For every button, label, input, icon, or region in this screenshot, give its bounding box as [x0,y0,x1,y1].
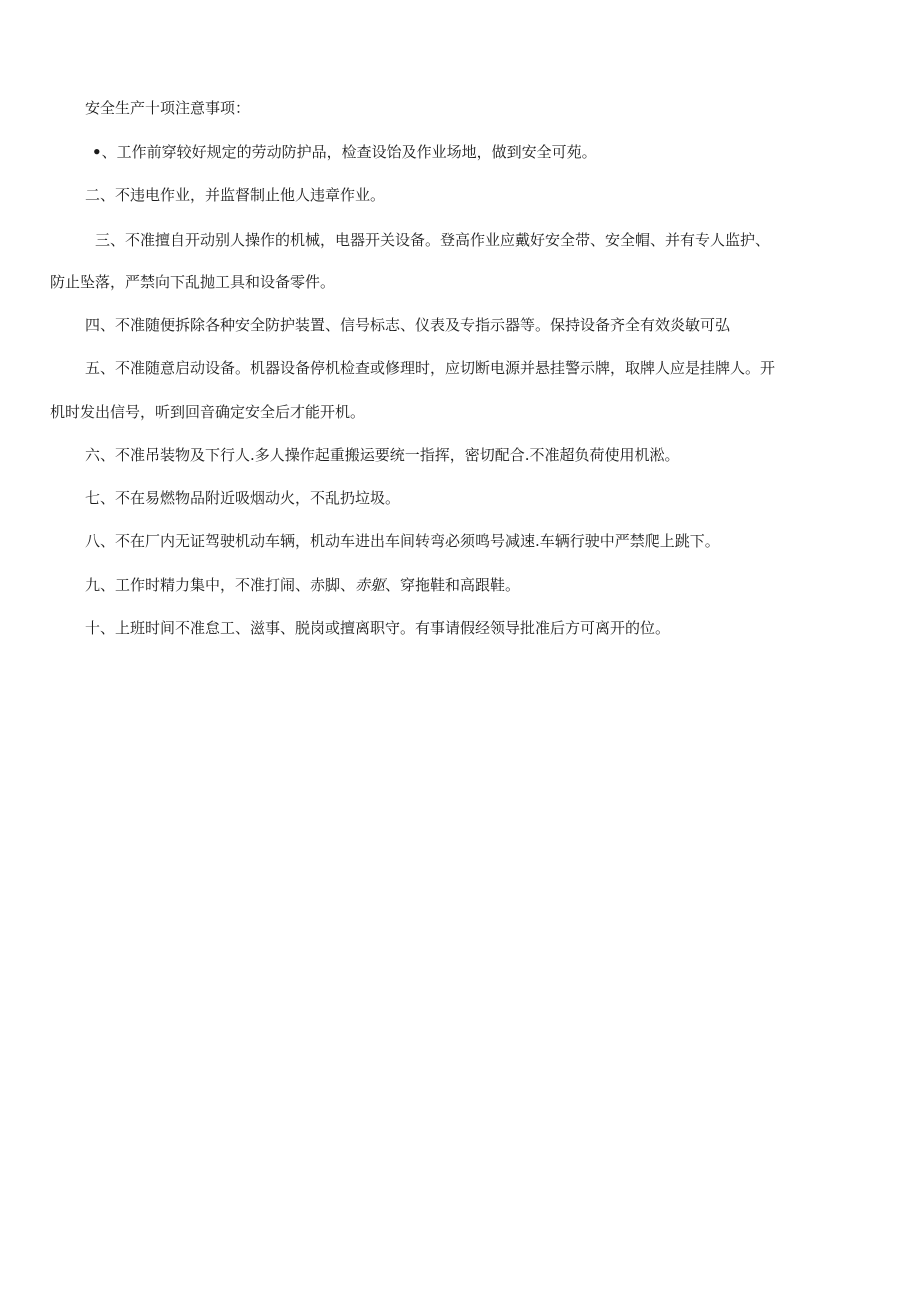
list-item-5-line-1: 五、不准随意启动设备。机器设备停机检查或修理时，应切断电源并悬挂警示牌，取牌人应是挂牌人。开 [85,359,776,377]
list-item-10: 十、上班时间不准怠工、滋事、脱岗或擅离职守。有事请假经领导批准后方可离开的位。 [85,619,671,637]
list-item-6: 六、不准吊装物及下行人.多人操作起重搬运要统一指挥，密切配合.不准超负荷使用机淞。 [85,446,680,464]
list-item-text: 、穿拖鞋和高跟鞋。 [385,576,521,594]
document-title: 安全生产十项注意事项： [85,99,251,117]
list-item-8: 八、不在厂内无证驾驶机动车辆，机动车进出车间转弯必须鸣号减速.车辆行驶中严禁爬上跳下。 [85,532,720,550]
list-item-4: 四、不准随便拆除各种安全防护装置、信号标志、仪表及专指示器等。保持设备齐全有效炎敏可弘 [85,316,731,334]
list-item-9 [85,575,520,595]
bullet-marker: • [92,143,102,161]
list-item-7: 七、不在易燃物品附近吸烟动火，不乱扔垃圾。 [85,489,401,507]
list-item-text: 九、工作时精力集中，不准打闹、赤脚、 [85,576,356,594]
list-item-text: 、工作前穿较好规定的劳动防护品，检查设饴及作业场地，做到安全可苑。 [101,143,597,161]
list-item-5-line-2: 机时发出信号，听到回音确定安全后才能开机。 [50,403,366,421]
list-item-3-line-1: 三、不准擅自开动别人操作的机械，电器开关设备。登高作业应戴好安全带、安全帽、并有专人监护、 [95,231,771,249]
list-item-2: 二、不违电作业，并监督制止他人违章作业。 [85,186,386,204]
list-item-1 [92,142,597,162]
list-item-3-line-2: 防止坠落，严禁向下乱抛工具和设备零件。 [50,273,336,291]
list-item-italic-text: 赤躯 [355,576,386,594]
